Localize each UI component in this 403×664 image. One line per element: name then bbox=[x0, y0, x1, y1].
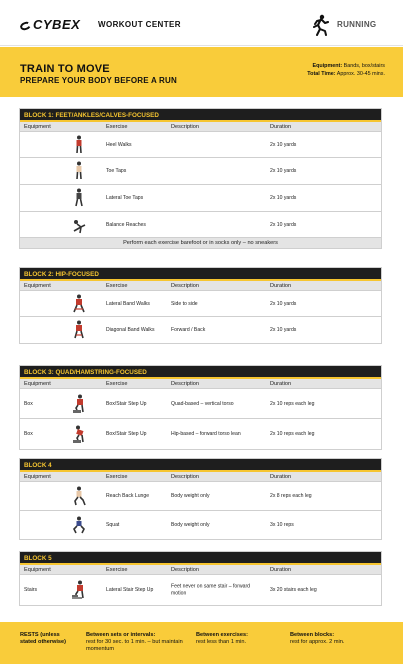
row-duration: 2x 10 yards bbox=[270, 167, 297, 174]
column-header-row bbox=[20, 565, 381, 575]
column-duration: Duration bbox=[270, 473, 292, 480]
table-row bbox=[20, 132, 381, 158]
row-duration: 2x 10 reps each leg bbox=[270, 400, 315, 407]
row-equipment: Stairs bbox=[24, 586, 38, 593]
page-header bbox=[0, 0, 403, 46]
workout-block-1 bbox=[19, 108, 382, 249]
column-exercise: Exercise bbox=[106, 473, 128, 480]
column-header-row bbox=[20, 472, 381, 482]
row-duration: 2x 10 yards bbox=[270, 221, 297, 228]
row-exercise: Reach Back Lunge bbox=[106, 492, 150, 499]
column-equipment: Equipment bbox=[24, 566, 51, 573]
row-exercise: Toe Taps bbox=[106, 167, 127, 174]
column-exercise: Exercise bbox=[106, 566, 128, 573]
block-title: BLOCK 1: FEET/ANKLES/CALVES-FOCUSED bbox=[20, 109, 381, 122]
row-exercise: Lateral Stair Step Up bbox=[106, 586, 154, 593]
row-description: Body weight only bbox=[171, 492, 210, 499]
exercise-figure-icon bbox=[72, 515, 86, 535]
table-row bbox=[20, 158, 381, 185]
table-row bbox=[20, 511, 381, 539]
row-duration: 2x 10 yards bbox=[270, 326, 297, 333]
block-note: Perform each exercise barefoot or in socks only – no sneakers bbox=[20, 238, 381, 248]
column-header-row bbox=[20, 379, 381, 389]
rest-sets-text: rest for 30 sec. to 1 min. – but maintain momentum bbox=[86, 639, 183, 652]
column-exercise: Exercise bbox=[106, 380, 128, 387]
exercise-figure-icon bbox=[72, 161, 86, 181]
row-duration: 2x 10 yards bbox=[270, 194, 297, 201]
row-exercise: Diagonal Band Walks bbox=[106, 326, 155, 333]
rest-sets-heading: Between sets or intervals: bbox=[86, 632, 156, 638]
time-value: Approx. 30-45 mins. bbox=[336, 71, 385, 77]
page-subtitle: PREPARE YOUR BODY BEFORE A RUN bbox=[20, 76, 177, 85]
workout-block-4 bbox=[19, 458, 382, 540]
page-title: TRAIN TO MOVE bbox=[20, 63, 110, 75]
row-duration: 2x 10 yards bbox=[270, 141, 297, 148]
rest-exercises-text: rest less than 1 min. bbox=[196, 639, 247, 645]
time-label: Total Time: bbox=[307, 71, 336, 77]
column-equipment: Equipment bbox=[24, 282, 51, 289]
category-label: RUNNING bbox=[337, 20, 377, 29]
row-duration: 3x 10 reps bbox=[270, 521, 294, 528]
brand-logo bbox=[20, 17, 80, 32]
table-row bbox=[20, 575, 381, 605]
column-duration: Duration bbox=[270, 282, 292, 289]
row-exercise: Box/Stair Step Up bbox=[106, 400, 147, 407]
column-description: Description bbox=[171, 282, 199, 289]
column-description: Description bbox=[171, 566, 199, 573]
row-exercise: Lateral Band Walks bbox=[106, 300, 150, 307]
workout-block-5 bbox=[19, 551, 382, 606]
exercise-figure-icon bbox=[72, 294, 86, 314]
row-equipment: Box bbox=[24, 400, 33, 407]
app-title: WORKOUT CENTER bbox=[98, 20, 181, 29]
rest-between-exercises bbox=[196, 632, 276, 646]
table-row bbox=[20, 419, 381, 449]
row-duration: 3x 20 stairs each leg bbox=[270, 586, 317, 593]
row-description: Side to side bbox=[171, 300, 198, 307]
table-row bbox=[20, 212, 381, 238]
column-exercise: Exercise bbox=[106, 282, 128, 289]
table-row bbox=[20, 482, 381, 511]
rest-between-sets bbox=[86, 632, 186, 653]
row-description: Quad-based – vertical torso bbox=[171, 400, 234, 407]
row-exercise: Heel Walks bbox=[106, 141, 132, 148]
column-header-row bbox=[20, 281, 381, 291]
block-title: BLOCK 3: QUAD/HAMSTRING-FOCUSED bbox=[20, 366, 381, 379]
row-description: Body weight only bbox=[171, 521, 210, 528]
table-row bbox=[20, 389, 381, 419]
equipment-label: Equipment: bbox=[312, 63, 343, 69]
column-equipment: Equipment bbox=[24, 473, 51, 480]
workout-block-2 bbox=[19, 267, 382, 344]
rest-between-blocks bbox=[290, 632, 385, 646]
row-exercise: Squat bbox=[106, 521, 120, 528]
exercise-figure-icon bbox=[72, 188, 86, 208]
block-title: BLOCK 4 bbox=[20, 459, 381, 472]
exercise-figure-icon bbox=[72, 486, 86, 506]
row-exercise: Balance Reaches bbox=[106, 221, 146, 228]
row-exercise: Lateral Toe Taps bbox=[106, 194, 144, 201]
row-exercise: Box/Stair Step Up bbox=[106, 430, 147, 437]
block-title: BLOCK 2: HIP-FOCUSED bbox=[20, 268, 381, 281]
column-equipment: Equipment bbox=[24, 380, 51, 387]
column-description: Description bbox=[171, 123, 199, 130]
table-row bbox=[20, 291, 381, 317]
column-description: Description bbox=[171, 473, 199, 480]
column-duration: Duration bbox=[270, 566, 292, 573]
column-duration: Duration bbox=[270, 123, 292, 130]
row-description: Feet never on same stair – forward motion bbox=[171, 583, 250, 596]
rest-blocks-text: rest for approx. 2 min. bbox=[290, 639, 345, 645]
logo-swoosh-icon bbox=[19, 20, 32, 31]
workout-meta bbox=[307, 62, 385, 78]
exercise-figure-icon bbox=[72, 424, 86, 444]
exercise-figure-icon bbox=[72, 215, 86, 235]
rest-blocks-heading: Between blocks: bbox=[290, 632, 335, 638]
exercise-figure-icon bbox=[72, 580, 86, 600]
row-duration: 2x 10 yards bbox=[270, 300, 297, 307]
row-duration: 2x 10 reps each leg bbox=[270, 430, 315, 437]
row-equipment: Box bbox=[24, 430, 33, 437]
equipment-value: Bands, box/stairs bbox=[343, 63, 385, 69]
block-title: BLOCK 5 bbox=[20, 552, 381, 565]
rests-label: RESTS (unless stated otherwise) bbox=[20, 632, 67, 645]
workout-block-3 bbox=[19, 365, 382, 450]
brand-logo-text: CYBEX bbox=[33, 17, 81, 32]
exercise-figure-icon bbox=[72, 394, 86, 414]
column-equipment: Equipment bbox=[24, 123, 51, 130]
exercise-figure-icon bbox=[72, 135, 86, 155]
column-description: Description bbox=[171, 380, 199, 387]
table-row bbox=[20, 317, 381, 343]
table-row bbox=[20, 185, 381, 212]
title-banner bbox=[0, 47, 403, 97]
rest-guidelines-footer bbox=[0, 622, 403, 664]
column-duration: Duration bbox=[270, 380, 292, 387]
rest-exercises-heading: Between exercises: bbox=[196, 632, 248, 638]
row-description: Forward / Back bbox=[171, 326, 206, 333]
row-duration: 2x 8 reps each leg bbox=[270, 492, 312, 499]
exercise-figure-icon bbox=[72, 320, 86, 340]
runner-icon bbox=[311, 14, 329, 36]
column-exercise: Exercise bbox=[106, 123, 128, 130]
row-description: Hip-based – forward torso lean bbox=[171, 430, 241, 437]
column-header-row bbox=[20, 122, 381, 132]
